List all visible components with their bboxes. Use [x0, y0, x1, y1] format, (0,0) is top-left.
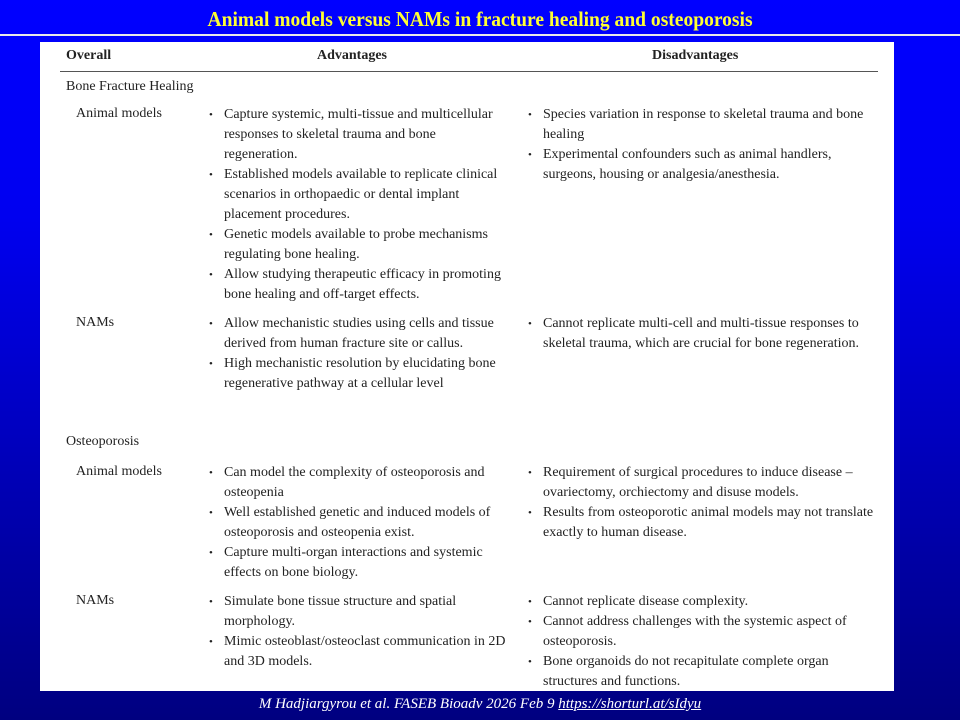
advantages-list [209, 105, 509, 305]
list-item: • Experimental confounders such as animal handlers, surgeons, housing or analgesia/anesthesia. [528, 145, 878, 185]
advantages-list [209, 463, 509, 583]
comparison-table [40, 42, 894, 691]
row-label-nams: NAMs [76, 593, 115, 608]
list-item: • Results from osteoporotic animal models may not translate exactly to human disease. [528, 503, 878, 543]
advantages-list [209, 314, 509, 394]
row-label-animal-models: Animal models [76, 106, 162, 121]
list-item: • Cannot replicate multi-cell and multi-tissue responses to skeletal trauma, which are crucial for bone regeneration. [528, 314, 878, 354]
list-item: • Can model the complexity of osteoporosis and osteopenia [209, 463, 509, 503]
list-item: • Mimic osteoblast/osteoclast communication in 2D and 3D models. [209, 632, 509, 672]
advantages-list [209, 592, 509, 672]
disadvantages-list [528, 463, 878, 543]
citation-text: M Hadjiargyrou et al. FASEB Bioadv 2026 Feb 9 [258, 696, 559, 712]
header-overall: Overall [66, 48, 112, 63]
list-item: • Cannot address challenges with the systemic aspect of osteoporosis. [528, 612, 878, 652]
disadvantages-list [528, 592, 878, 692]
citation-footer [0, 696, 960, 713]
list-item: • Requirement of surgical procedures to induce disease – ovariectomy, orchiectomy and disuse models. [528, 463, 878, 503]
list-item: • Well established genetic and induced models of osteoporosis and osteopenia exist. [209, 503, 509, 543]
slide-title-bar [0, 0, 960, 34]
list-item: • Allow mechanistic studies using cells and tissue derived from human fracture site or callus. [209, 314, 509, 354]
list-item: • Capture multi-organ interactions and systemic effects on bone biology. [209, 543, 509, 583]
list-item: • High mechanistic resolution by elucidating bone regenerative pathway at a cellular level [209, 354, 509, 394]
list-item: • Bone organoids do not recapitulate complete organ structures and functions. [528, 652, 878, 692]
title-divider [0, 34, 960, 36]
list-item: • Simulate bone tissue structure and spatial morphology. [209, 592, 509, 632]
header-disadvantages: Disadvantages [652, 48, 739, 63]
disadvantages-list [528, 105, 878, 185]
disadvantages-list [528, 314, 878, 354]
slide-title: Animal models versus NAMs in fracture healing and osteoporosis [207, 7, 753, 31]
header-divider [60, 71, 878, 72]
header-advantages: Advantages [317, 48, 388, 63]
source-link[interactable]: https://shorturl.at/sIdyu [558, 696, 702, 712]
list-item: • Species variation in response to skeletal trauma and bone healing [528, 105, 878, 145]
list-item: • Capture systemic, multi-tissue and multicellular responses to skeletal trauma and bone regeneration. [209, 105, 509, 165]
list-item: • Established models available to replicate clinical scenarios in orthopaedic or dental implant placement procedures. [209, 165, 509, 225]
list-item: • Cannot replicate disease complexity. [528, 592, 878, 612]
list-item: • Genetic models available to probe mechanisms regulating bone healing. [209, 225, 509, 265]
section-title-fracture-healing: Bone Fracture Healing [66, 79, 194, 94]
row-label-nams: NAMs [76, 315, 115, 330]
section-title-osteoporosis: Osteoporosis [66, 434, 140, 449]
row-label-animal-models: Animal models [76, 464, 162, 479]
list-item: • Allow studying therapeutic efficacy in promoting bone healing and off-target effects. [209, 265, 509, 305]
